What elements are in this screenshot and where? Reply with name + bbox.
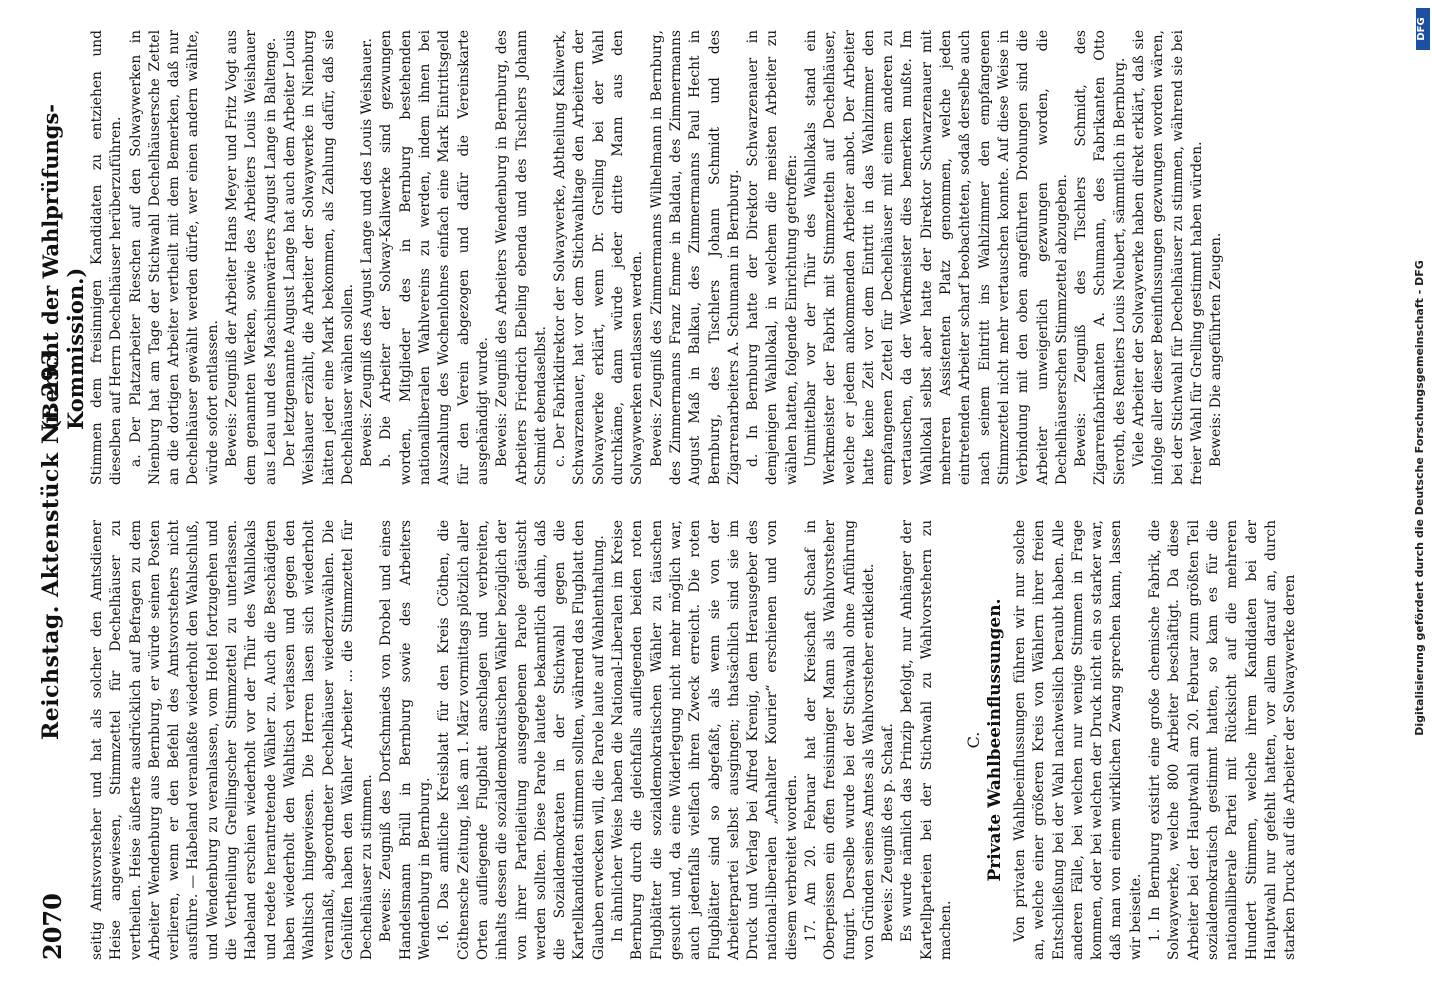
evidence-paragraph: Beweis: Zeugniß des August Lange und des Louis Weishauer. bbox=[359, 38, 376, 467]
section-letter: C. bbox=[964, 731, 984, 749]
section-title: Private Wahlbeeinflussungen. bbox=[984, 598, 1005, 882]
paragraph: Der letztgenannte August Lange hat auch dem Arbeiter Louis Weishauer erzählt, die Arbeiter der Solwaywerke in Nienburg hätten jeder eine Mark bekommen, als Zahlung dafür, daß sie Dechelhäuser wählen sollen. bbox=[281, 30, 356, 485]
paragraph-1: 1. In Bernburg existirt eine große chemische Fabrik, die Solwaywerke, welche 800 Arbeiter beschäftigt. Da diese Arbeiter bei der Hauptwahl am 20. Februar zum größten Teil sozialdemokratisch gestimmt hatten, so kam es für die nationalliberale Partei mit Rücksicht auf die mehreren Hundert Stimmen, welche ihrem Kandidaten bei der Hauptwahl nur gefehlt hatten, vor allem darauf an, durch starken Druck auf die Arbeiter der Solwaywerke deren bbox=[1147, 520, 1299, 960]
paragraph: Von privaten Wahlbeeinflussungen führen wir nur solche an, welche einer größeren Kreis von Wählern ihrer freien Entschließung bei der Wahl nachweislich beraubt haben. Alle anderen Fälle, bei welchen nur wenige Stimmen in Frage kommen, oder bei welchen der Druck nicht ein so starker war, daß man von einem wirklichen Zwang sprechen kann, lassen wir beiseite. bbox=[1011, 520, 1144, 960]
text-column-right bbox=[88, 30, 1227, 485]
paragraph-16: 16. Das amtliche Kreisblatt für den Kreis Cöthen, die Cöthensche Zeitung, ließ am 1. März vormittags plötzlich aller Orten aufliegende Flugblatt anschlagen und verbreiten, inhalts dessen die sozialdemokratischen Wähler bezüglich der von ihrer Parteileitung ausgegebenen Parole getäuscht werden sollten. Diese Parole lautete bekanntlich dahin, daß die Sozialdemokraten in der Stichwahl gegen die Kartellkandidaten stimmen sollten, während das Flugblatt den Glauben erwecken will, die Parole laute auf Wahlenthaltung. bbox=[436, 520, 607, 960]
paragraph: seitig Amtsvorsteher und hat als solcher den Amtsdiener Heise angewiesen, Stimmzettel für Dechelhäuser zu vertheilen. Heise äußerte ausdrücklich auf Befragen zu dem Arbeiter Wendenburg aus Bernburg, er würde seinen Posten verlieren, wenn er den Befehl des Amtsvorstehers nicht ausführe. — Habeland veranlaßte wiederholt den Wahlschluß, und Wendenburg zu veranlassen, vom Hotel fortzugehen und die Vertheilung Grellingscher Stimmzettel zu unterlassen. Habeland erschien wiederholt vor der Thür des Wahllokals und redete herantretende Wähler zu. Auch die Beschädigten haben wiederholt den Wahltisch verlassen und gegen den Wahltisch hingewiesen. Die Herren lasen sich wiederholt veranlaßt, abgeordneter Dechelhäuser wiederzuwählen. Die Gehülfen haben den Wähler Arbeiter ... die Stimmzettel für Dechelhäuser zu stimmen. bbox=[89, 520, 376, 960]
text-column-left bbox=[88, 520, 1300, 960]
evidence-paragraph: Beweis: Zeugniß des p. Schaaf. bbox=[880, 723, 897, 942]
page-header bbox=[38, 30, 88, 970]
evidence-paragraph: Beweis: Zeugniß des Dorfschmieds von Drobel und eines Handelsmann Brüll in Bernburg sowie des Arbeiters Wendenburg in Bernburg. bbox=[378, 520, 434, 960]
dfg-logo-text: DFG bbox=[1416, 17, 1427, 41]
evidence-paragraph: Beweis: Zeugniß des Arbeiters Wendenburg in Bernburg, des Arbeiters Friedrich Ebeling ebenda und des Tischlers Johann Schmidt ebendaselbst. bbox=[494, 30, 549, 485]
paragraph: Unmittelbar vor der Thür des Wahllokals stand ein Werkmeister der Fabrik mit Stimmzetteln auf Dechelhäuser, welche er jedem ankommenden Arbeiter anbot. Der Arbeiter hatte keine Zeit vor dem Eintritt in das Wahlzimmer den empfangenen Zettel für Dechelhäuser mit einem anderen zu vertauschen, da der Werkmeister dies bemerken mußte. Im Wahllokal selbst aber hatte der Direktor Schwarzenauer mit mehreren Assistenten Platz genommen, welche jeden eintretenden Arbeiter scharf beobachteten, sodaß derselbe auch nach seinem Eintritt ins Wahlzimmer den empfangenen Stimmzettel nicht mehr vertauschen konnte. Auf diese Weise in Verbindung mit den oben angeführten Drohungen sind die Arbeiter unweigerlich gezwungen worden, die Dechelhäuserschen Stimmzettel abzugeben. bbox=[802, 30, 1070, 485]
evidence-paragraph: Beweis: Die angeführten Zeugen. bbox=[1208, 232, 1225, 467]
paragraph-17: 17. Am 20. Februar hat der Kreischaft Schaaf in Oberpeissen ein offen freisinniger Mann als Wahlvorsteher fungirt. Derselbe wurde bei der Stichwahl ohne Anführung von Gründen seines Amtes als Wahlvorsteher entkleidet. bbox=[802, 520, 877, 960]
paragraph: Stimmen dem freisinnigen Kandidaten zu entziehen und dieselben auf Herrn Dechelhäuser herüberzuführen. bbox=[89, 30, 125, 485]
paragraph: Viele Arbeiter der Solwaywerke haben direkt erklärt, daß sie infolge aller dieser Beeinflussungen gezwungen worden wären, bei der Stichwahl für Dechelhäuser zu stimmen, während sie bei freier Wahl für Grelling gestimmt haben würden. bbox=[1131, 30, 1205, 485]
paragraph: Es wurde nämlich das Prinzip befolgt, nur Anhänger der Kartellparteien bei der Stichwahl zu Wahlvorstehern zu machen. bbox=[899, 520, 955, 960]
header-right-title: (Bericht der Wahlprüfungs-Kommission.) bbox=[38, 104, 88, 430]
paragraph-a: a. Der Platzarbeiter Rieschen auf den Solwaywerken in Nienburg hat am Tage der Stichwahl Dechelhäusersche Zettel an die dortigen Arbeiter vertheilt mit dem Bemerken, daß nur Dechelhäuser gewählt werden dürfe, wer einen andern wählte, würde sofort entlassen. bbox=[127, 30, 221, 485]
evidence-paragraph: Beweis: Zeugniß der Arbeiter Hans Meyer und Fritz Vogt aus dem genannten Werken, sowie des Arbeiters Louis Weishauer aus Leau und des Maschinenwärters August Lange in Baltenge. bbox=[224, 30, 279, 485]
credit-text: Digitalisierung gefördert durch die Deutsche Forschungsgemeinschaft - DFG bbox=[1413, 260, 1426, 736]
paragraph-b: b. Die Arbeiter der Solway-Kaliwerke sind gezwungen worden, Mitglieder des in Bernburg bestehenden nationalliberalen Wahlvereins zu werden, indem ihnen bei Auszahlung des Wochenlohnes einfach eine Mark Eintrittsgeld für den Verein abgezogen und dafür die Vereinskarte ausgehändigt wurde. bbox=[378, 30, 491, 485]
paragraph-c: c. Der Fabrikdirektor der Solwaywerke, Abtheilung Kaliwerk, Schwarzenauer, hat vor dem Stichwahltage den Arbeitern der Solwaywerke erklärt, wenn Dr. Grelling bei der Wahl durchkäme, dann würde jeder dritte Mann aus den Solwaywerken entlassen werden. bbox=[552, 30, 646, 485]
paragraph-d: d. In Bernburg hatte der Direktor Schwarzenauer in demjenigen Wahllokal, in welchem die meisten Arbeiter zu wählen hatten, folgende Einrichtung getroffen: bbox=[745, 30, 800, 485]
evidence-paragraph: Beweis: Zeugniß des Tischlers Schmidt, des Zigarrenfabrikanten A. Schumann, des Fabrikanten Otto Sieroth, des Rentiers Louis Neubert, sämmtlich in Bernburg. bbox=[1073, 30, 1128, 485]
evidence-paragraph: Beweis: Zeugniß des Zimmermanns Wilhelmann in Bernburg, des Zimmermanns Franz Emme in Baldau, des Zimmermanns August Maß in Balkau, des Zimmermanns Paul Hecht in Bernburg, des Tischlers Johann Schmidt und des Zigarrenarbeiters A. Schumann in Bernburg. bbox=[648, 30, 742, 485]
digitization-credit bbox=[1413, 0, 1431, 1000]
page-number: 2070 bbox=[38, 893, 67, 960]
header-left-title: Reichstag. Aktenstück Nr. 293. bbox=[38, 341, 64, 740]
paragraph: In ähnlicher Weise haben die National-Liberalen im Kreise Bernburg durch die gleichfalls aufliegenden beiden roten Flugblätter die sozialdemokratischen Wähler zu täuschen gesucht und, da eine Widerlegung nicht mehr möglich war, auch jedenfalls vielfach ihren Zweck erreicht. Die roten Flugblätter sind so abgefaßt, als wenn sie von der Arbeiterpartei selbst ausgingen; thatsächlich sind sie im Druck und Verlag bei Alfred Krenig, dem Herausgeber des national-liberalen „Anhalter Kourier“ erschienen und von diesem verbreitet worden. bbox=[610, 520, 800, 960]
